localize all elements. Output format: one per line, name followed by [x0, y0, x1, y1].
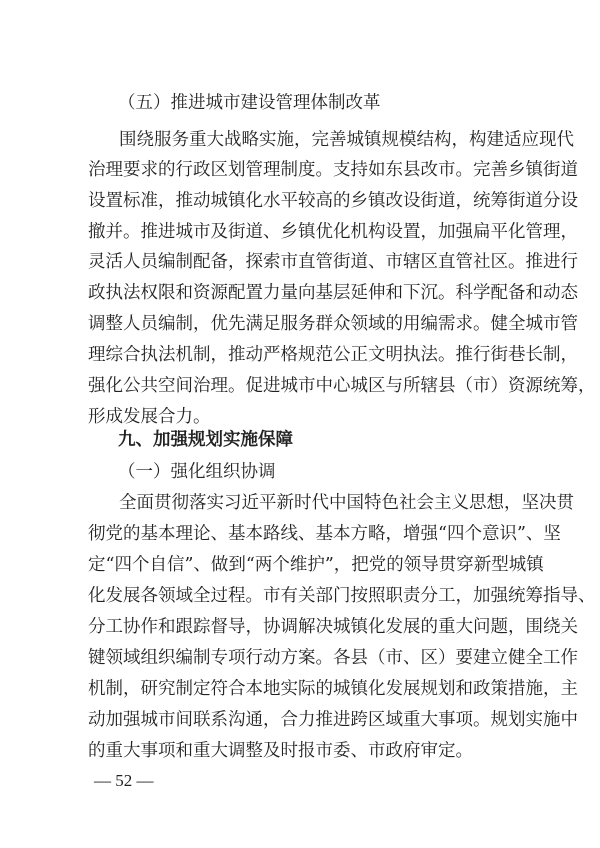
paragraph-line: 撤并。推进城市及街道、乡镇优化机构设置，加强扁平化管理， [88, 222, 578, 242]
page-number: — 52 — [94, 771, 154, 790]
paragraph-line: 键领域组织编制专项行动方案。各县（市、区）要建立健全工作 [88, 648, 578, 668]
paragraph-line: 理综合执法机制，推动严格规范公正文明执法。推行街巷长制， [88, 345, 578, 365]
paragraph-line: 治理要求的行政区划管理制度。支持如东县改市。完善乡镇街道 [88, 160, 578, 180]
paragraph-line: 彻党的基本理论、基本路线、基本方略，增强“四个意识”、坚 [88, 524, 561, 544]
subsection-heading: （一）强化组织协调 [118, 462, 276, 482]
paragraph-line: 定“四个自信”、做到“两个维护”，把党的领导贯穿新型城镇 [88, 555, 544, 575]
paragraph-line: 围绕服务重大战略实施，完善城镇规模结构，构建适应现代 [119, 130, 574, 150]
paragraph-line: 的重大事项和重大调整及时报市委、市政府审定。 [88, 741, 473, 761]
paragraph-line: 强化公共空间治理。促进城市中心城区与所辖县（市）资源统筹， [88, 376, 596, 396]
paragraph-line: 政执法权限和资源配置力量向基层延伸和下沉。科学配备和动态 [88, 283, 578, 303]
paragraph-line: 调整人员编制，优先满足服务群众领域的用编需求。健全城市管 [88, 314, 578, 334]
section-heading: （五）推进城市建设管理体制改革 [118, 93, 381, 113]
paragraph-line: 全面贯彻落实习近平新时代中国特色社会主义思想，坚决贯 [119, 493, 574, 513]
paragraph-line: 化发展各领域全过程。市有关部门按照职责分工，加强统筹指导、 [88, 586, 596, 606]
paragraph-line: 形成发展合力。 [88, 407, 211, 427]
paragraph-line: 机制，研究制定符合本地实际的城镇化发展规划和政策措施，主 [88, 679, 578, 699]
chapter-heading: 九、加强规划实施保障 [118, 430, 293, 450]
paragraph-line: 设置标准，推动城镇化水平较高的乡镇改设街道，统筹街道分设 [88, 191, 578, 211]
paragraph-line: 分工协作和跟踪督导，协调解决城镇化发展的重大问题，围绕关 [88, 617, 578, 637]
paragraph-line: 灵活人员编制配备，探索市直管街道、市辖区直管社区。推进行 [88, 252, 578, 272]
paragraph-line: 动加强城市间联系沟通，合力推进跨区域重大事项。规划实施中 [88, 710, 578, 730]
